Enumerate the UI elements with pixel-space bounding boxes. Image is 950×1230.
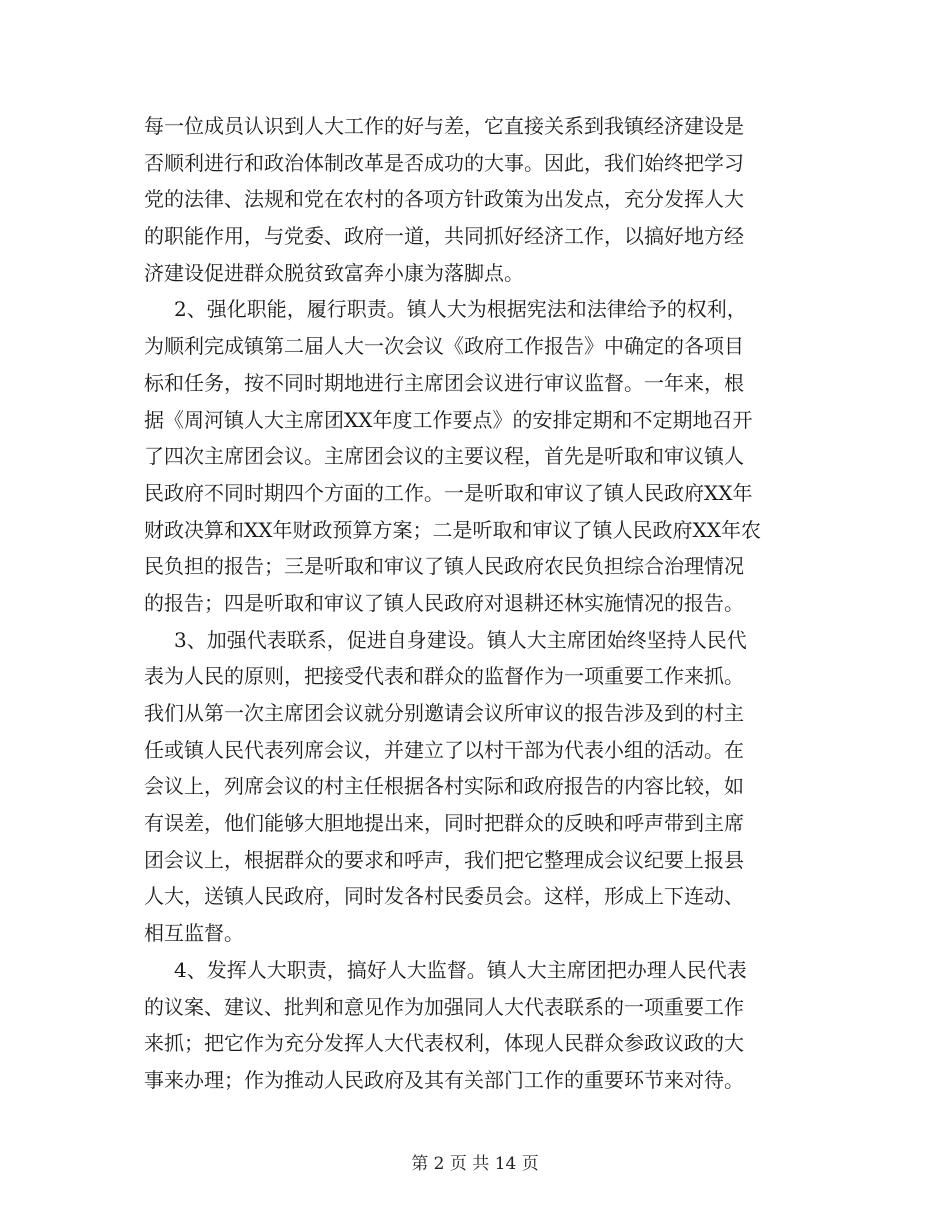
text-line: 团会议上，根据群众的要求和呼声，我们把它整理成会议纪要上报县 [144, 847, 744, 872]
text-line: 2、强化职能，履行职责。镇人大为根据宪法和法律给予的权利， [174, 297, 747, 322]
text-line: 我们从第一次主席团会议就分别邀请会议所审议的报告涉及到的村主 [144, 701, 744, 725]
text-line: 民政府不同时期四个方面的工作。一是听取和审议了镇人民政府XX年 [144, 480, 753, 505]
page-footer: 第 2 页 共 14 页 [411, 1154, 539, 1174]
text-line: 济建设促进群众脱贫致富奔小康为落脚点。 [144, 260, 524, 285]
text-line: 的议案、建议、批判和意见作为加强同人大代表联系的一项重要工作 [144, 994, 744, 1019]
text-line: 任或镇人民代表列席会议，并建立了以村干部为代表小组的活动。在 [144, 737, 744, 762]
text-line: 民负担的报告；三是听取和审议了镇人民政府农民负担综合治理情况 [144, 554, 744, 579]
text-line: 否顺利进行和政治体制改革是否成功的大事。因此，我们始终把学习 [144, 150, 744, 175]
text-line: 的报告；四是听取和审议了镇人民政府对退耕还林实施情况的报告。 [144, 590, 744, 615]
text-line: 会议上，列席会议的村主任根据各村实际和政府报告的内容比较，如 [144, 774, 744, 799]
text-line: 标和任务，按不同时期地进行主席团会议进行审议监督。一年来，根 [144, 370, 744, 395]
text-line: 有误差，他们能够大胆地提出来，同时把群众的反映和呼声带到主席 [144, 811, 744, 836]
text-line: 来抓；把它作为充分发挥人大代表权利，体现人民群众参政议政的大 [144, 1031, 744, 1056]
text-line: 财政决算和XX年财政预算方案；二是听取和审议了镇人民政府XX年农 [144, 517, 761, 542]
text-line: 每一位成员认识到人大工作的好与差，它直接关系到我镇经济建设是 [144, 114, 744, 138]
text-line: 3、加强代表联系，促进自身建设。镇人大主席团始终坚持人民代 [174, 627, 747, 652]
text-line: 人大，送镇人民政府，同时发各村民委员会。这样，形成上下连动、 [144, 884, 744, 909]
text-line: 4、发挥人大职责，搞好人大监督。镇人大主席团把办理人民代表 [174, 957, 747, 982]
text-line: 事来办理；作为推动人民政府及其有关部门工作的重要环节来对待。 [144, 1067, 744, 1092]
text-line: 党的法律、法规和党在农村的各项方针政策为出发点，充分发挥人大 [144, 187, 744, 212]
body-text [144, 108, 809, 1099]
text-line: 表为人民的原则，把接受代表和群众的监督作为一项重要工作来抓。 [144, 664, 744, 689]
text-line: 相互监督。 [144, 921, 244, 946]
text-line: 的职能作用，与党委、政府一道，共同抓好经济工作，以搞好地方经 [144, 224, 744, 249]
text-line: 据《周河镇人大主席团XX年度工作要点》的安排定期和不定期地召开 [144, 407, 753, 432]
text-line: 为顺利完成镇第二届人大一次会议《政府工作报告》中确定的各项目 [144, 334, 744, 359]
text-line: 了四次主席团会议。主席团会议的主要议程，首先是听取和审议镇人 [144, 444, 744, 469]
